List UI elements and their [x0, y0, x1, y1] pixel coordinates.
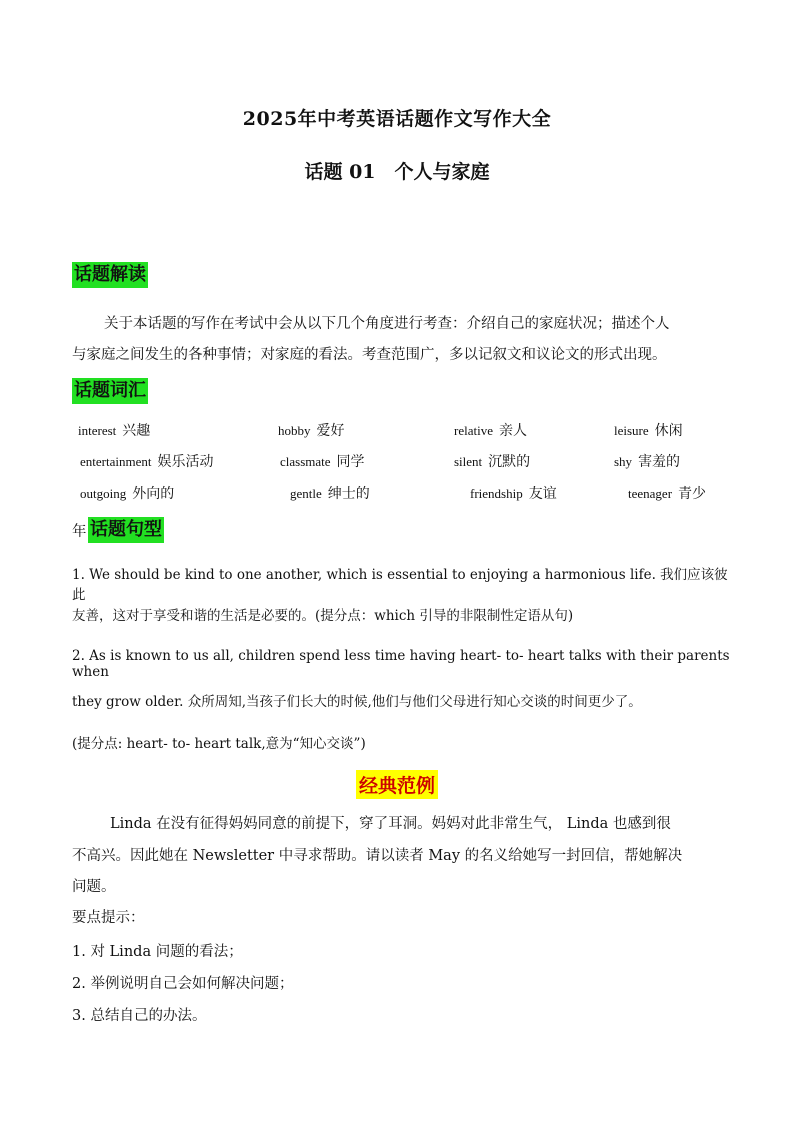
vocab-row — [78, 483, 738, 507]
sentence-1-line-1: 1. We should be kind to one another, which is essential to enjoying a harmonious life. 我们应该彼此 — [72, 567, 728, 603]
vocab-row — [78, 451, 738, 475]
topic-reading-line-1: 关于本话题的写作在考试中会从以下几个角度进行考查：介绍自己的家庭状况；描述个人 — [104, 316, 670, 332]
tip-item: 3. 总结自己的办法。 — [72, 1008, 207, 1024]
vocab-item: friendship 友谊 — [470, 486, 557, 502]
vocab-item: silent 沉默的 — [454, 454, 531, 470]
tip-item: 1. 对 Linda 问题的看法； — [72, 944, 243, 960]
section-heading-topic-reading: 话题解读 — [72, 262, 148, 288]
sentence-2-line-3: (提分点: heart- to- heart talk,意为“知心交谈”) — [72, 736, 366, 752]
vocab-item: shy 害羞的 — [614, 454, 681, 470]
document-title: 2025年中考英语话题作文写作大全 — [242, 108, 552, 130]
document-subtitle: 话题 01 个人与家庭 — [304, 161, 490, 183]
tip-item: 2. 举例说明自己会如何解决问题； — [72, 976, 294, 992]
vocab-item: leisure 休闲 — [614, 423, 683, 439]
vocab-item: hobby 爱好 — [278, 423, 345, 439]
vocab-item: classmate 同学 — [280, 454, 365, 470]
section-heading-vocabulary: 话题词汇 — [72, 378, 148, 404]
tips-label: 要点提示： — [72, 910, 145, 926]
example-line-2: 不高兴。因此她在 Newsletter 中寻求帮助。请以读者 May 的名义给她写一封回信，帮她解决 — [72, 848, 683, 864]
example-line-1: Linda 在没有征得妈妈同意的前提下，穿了耳洞。妈妈对此非常生气， Linda 也感到很 — [110, 816, 671, 832]
sentence-2-line-2: they grow older. 众所周知,当孩子们长大的时候,他们与他们父母进行知心交谈的时间更少了。 — [72, 694, 642, 710]
vocab-item: relative 亲人 — [454, 423, 527, 439]
vocab-item: interest 兴趣 — [78, 423, 151, 439]
topic-reading-line-2: 与家庭之间发生的各种事情；对家庭的看法。考查范围广，多以记叙文和议论文的形式出现。 — [72, 347, 667, 363]
example-heading: 经典范例 — [0, 770, 794, 799]
vocab-item: outgoing 外向的 — [80, 486, 175, 502]
sentence-2-line-1: 2. As is known to us all, children spend less time having heart- to- heart talks with their parents when — [72, 648, 730, 680]
vocab-row — [78, 420, 738, 444]
vocab-item: entertainment 娱乐活动 — [80, 454, 214, 470]
vocab-item: teenager 青少 — [628, 486, 707, 502]
vocab-wrap-char: 年 — [72, 524, 87, 540]
vocab-item: gentle 绅士的 — [290, 486, 370, 502]
sentence-1-line-2: 友善，这对于享受和谐的生活是必要的。(提分点：which 引导的非限制性定语从句) — [72, 608, 574, 624]
section-heading-sentence-patterns: 话题句型 — [88, 517, 164, 543]
example-line-3: 问题。 — [72, 879, 116, 895]
